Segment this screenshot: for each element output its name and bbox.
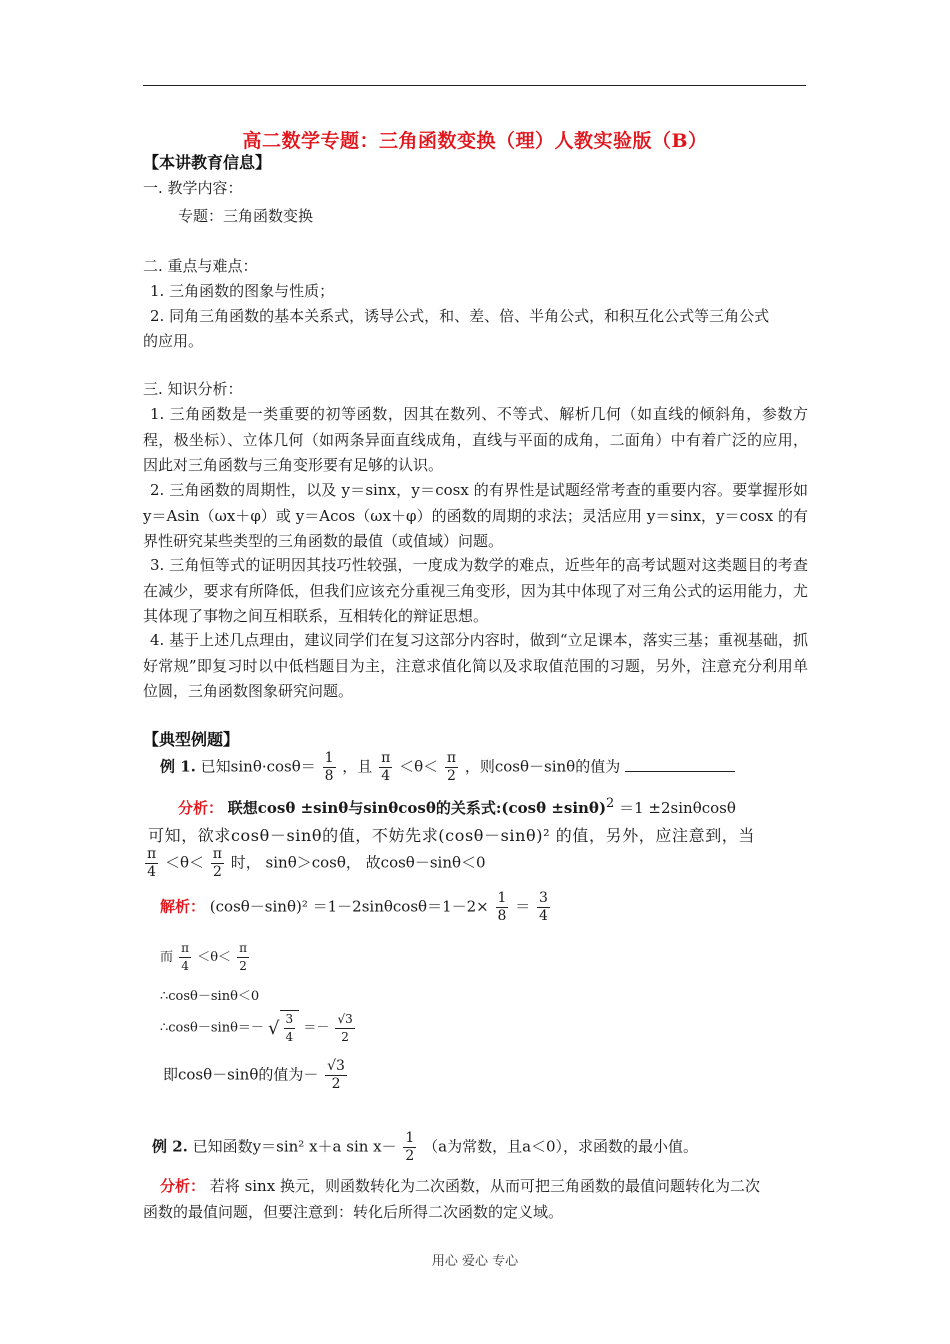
analysis-label: 分析：	[160, 1177, 206, 1195]
knowledge-para-3: 3. 三角恒等式的证明因其技巧性较强，一度成为数学的难点，近些年的高考试题对这类题目的考查在减少，要求有所降低，但我们应该充分重视三角变形，因为其中体现了对三角公式的运用能力，尤其体现了事物之间互相联系，互相转化的辩证思想。	[143, 556, 808, 625]
fraction: $\frac{1}{2}$	[405, 1130, 415, 1164]
ex1-inequality: ＜θ＜	[164, 853, 205, 872]
knowledge-para-2: 2. 三角函数的周期性，以及 y＝sinx，y＝cosx 的有界性是试题经常考查的重要内容。要掌握形如 y＝Asin（ωx＋φ）或 y＝Acos（ωx＋φ）的函数的周期的求法；灵活应用 y＝sinx，y＝cosx 的有界性研究某些类型的三角函数的最值（或值域）问题。	[143, 481, 808, 550]
section-examples-heading: 【典型例题】	[143, 730, 240, 749]
solution-label: 解析：	[160, 897, 206, 916]
page-footer: 用心 爱心 专心	[431, 1254, 519, 1269]
ex1-inequality: ＜θ＜	[197, 950, 232, 965]
topic-line: 专题：三角函数变换	[178, 207, 314, 225]
example-1-step-4	[160, 1010, 357, 1046]
heading-analysis: 三. 知识分析：	[143, 380, 243, 398]
example-1-solution	[160, 890, 552, 925]
heading-content: 一. 教学内容：	[143, 179, 243, 197]
fraction: $\frac{\pi}{2}$	[239, 941, 248, 973]
section-info-heading: 【本讲教育信息】	[143, 153, 272, 172]
header-rule	[143, 85, 806, 86]
heading-key-points: 二. 重点与难点：	[143, 257, 258, 275]
knowledge-para-4: 4. 基于上述几点理由，建议同学们在复习这部分内容时，做到“立足课本，落实三基；重视基础，抓好常规”即复习时以中低档题目为主，注意求值化简以及求取值范围的习题，另外，注意充分利用单位圆，三角函数图象研究问题。	[143, 631, 808, 700]
fraction: $\frac{\pi}{2}$	[446, 750, 457, 784]
square-root	[268, 1010, 299, 1046]
ex1-analysis-text-b: ＝1 ±2sinθcosθ	[619, 799, 736, 817]
example-1-analysis: 分析： 联想cosθ ±sinθ与sinθcosθ的关系式:(cosθ ±sinθ)$^2$ ＝1 ±2sinθcosθ	[178, 796, 736, 817]
ex2-analysis-text-a: 若将 sinx 换元，则函数转化为二次函数，从而可把三角函数的最值问题转化为二次	[209, 1177, 760, 1195]
example-1-analysis-line-3	[143, 846, 486, 881]
key-point-2-cont: 的应用。	[143, 332, 204, 350]
fraction: $\frac{\pi}{4}$	[381, 750, 391, 784]
fraction: $\frac{\pi}{4}$	[181, 941, 190, 973]
example-1-answer	[163, 1058, 349, 1093]
key-point-1: 1. 三角函数的图象与性质；	[150, 282, 335, 300]
ex1-analysis-text-a: 联想cosθ ±sinθ与sinθcosθ的关系式:(cosθ ±sinθ)	[227, 799, 607, 817]
example-1-label: 例 1.	[160, 757, 196, 776]
ex1-step2-text: 而	[160, 950, 174, 965]
fraction: $\frac{1}{8}$	[324, 750, 334, 784]
ex1-stem-text-c: ，则cosθ－sinθ的值为	[464, 757, 621, 776]
fraction: $\frac{1}{8}$	[497, 890, 507, 924]
equals-sign: ＝－	[303, 1020, 330, 1036]
ex1-analysis-conclusion: 时， sinθ＞cosθ， 故cosθ－sinθ＜0	[230, 853, 486, 872]
fraction: $\frac{\pi}{4}$	[147, 846, 157, 880]
equals-sign: ＝	[515, 897, 531, 916]
ex2-stem-text-a: 已知函数y＝sin² x＋a sin x－	[192, 1137, 397, 1156]
example-2-analysis-line-2: 函数的最值问题，但要注意到：转化后所得二次函数的定义域。	[143, 1203, 564, 1221]
fraction: $\frac{3}{4}$	[285, 1012, 294, 1044]
analysis-label: 分析：	[178, 799, 224, 817]
key-point-2: 2. 同角三角函数的基本关系式，诱导公式，和、差、倍、半角公式，和积互化公式等三角公式	[150, 307, 770, 325]
ex1-answer-text: 即cosθ－sinθ的值为－	[163, 1065, 319, 1084]
fraction: $\frac{√3}{2}$	[327, 1058, 345, 1092]
page-title: 高二数学专题：三角函数变换（理）人教实验版（B）	[242, 130, 708, 152]
fraction: $\frac{3}{4}$	[539, 890, 548, 924]
radical-sign-icon: √	[268, 1017, 280, 1039]
knowledge-para-1: 1. 三角函数是一类重要的初等函数，因其在数列、不等式、解析几何（如直线的倾斜角，参数方程，极坐标）、立体几何（如两条异面直线成角，直线与平面的成角，二面角）中有着广泛的应用，因此对三角函数与三角变形要有足够的认识。	[143, 405, 808, 474]
ex1-step4-text: ∴cosθ－sinθ＝－	[160, 1020, 264, 1036]
example-2-stem	[152, 1130, 698, 1165]
ex1-solution-text: (cosθ－sinθ)² ＝1－2sinθcosθ＝1－2×	[209, 897, 489, 916]
ex1-stem-text-b: ，且	[342, 757, 373, 776]
ex2-stem-text-b: （a为常数，且a＜0），求函数的最小值。	[423, 1137, 699, 1156]
example-1-step-3: ∴cosθ－sinθ＜0	[160, 989, 260, 1004]
example-1-step-2	[160, 940, 251, 975]
example-1-stem	[160, 750, 735, 785]
example-1-analysis-line-2: 可知，欲求cosθ－sinθ的值，不妨先求(cosθ－sinθ)² 的值，另外，应注意到，当	[148, 826, 755, 845]
fraction: $\frac{√3}{2}$	[337, 1011, 353, 1044]
ex1-stem-text-a: 已知sinθ·cosθ＝	[200, 757, 316, 776]
answer-blank	[625, 757, 735, 772]
example-2-label: 例 2.	[152, 1137, 188, 1156]
ex1-inequality: ＜θ＜	[399, 757, 439, 776]
example-2-analysis	[160, 1175, 760, 1196]
fraction: $\frac{\pi}{2}$	[212, 846, 222, 880]
